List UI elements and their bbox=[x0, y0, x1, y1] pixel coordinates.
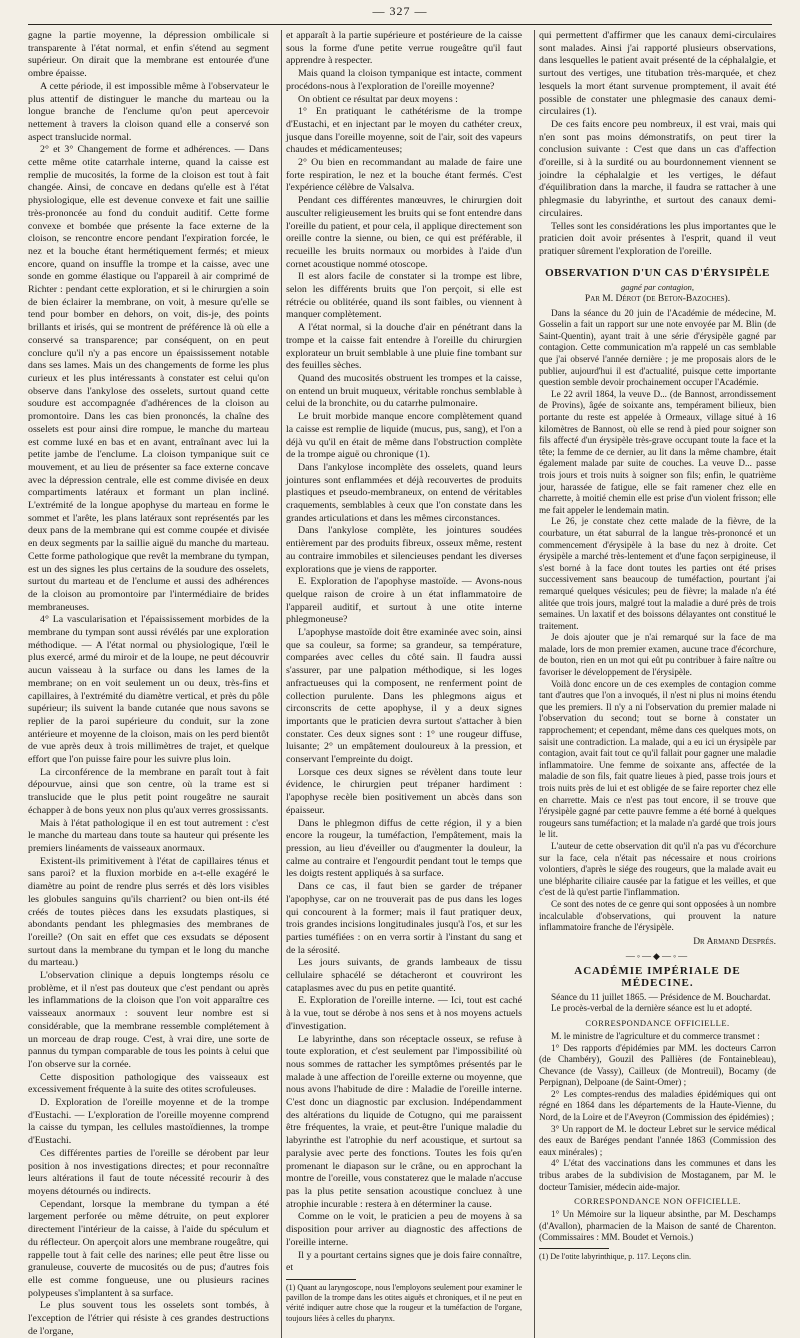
paragraph: 1° Un Mémoire sur la liqueur absinthe, par M. Deschamps (d'Avallon), pharmacien de la Maison de santé de Charenton. (Commissaires : MM. Boudet et Vernois.) bbox=[539, 1209, 776, 1243]
paragraph: Il y a pourtant certains signes que je dois faire connaître, et bbox=[286, 1249, 522, 1274]
paragraph: Dans l'ankylose incomplète des osselets, quand leurs jointures sont enflammées et déjà recouvertes de produits plastiques et pseudo-membraneux, on entend de véritables craquements, semblables à ceux que l'on constate dans les grandes articulations et dans les mêmes circonstances. bbox=[286, 461, 522, 524]
paragraph: On obtient ce résultat par deux moyens : bbox=[298, 93, 458, 105]
paragraph: Dans ce cas, il faut bien se garder de trépaner l'apophyse, car on ne trouverait pas de pus dans les loges qui concourent à la former; mais il faut pratiquer deux, trois grandes incisions longitudinales jusqu'à l'os, et sur les parties tuméfiées : on en verra sortir à l'instant du sang et de la sérosité. bbox=[286, 881, 522, 956]
academy-session: Séance du 11 juillet 1865. — Présidence de M. Bouchardat. bbox=[551, 991, 771, 1002]
paragraph: qui permettent d'affirmer que les canaux demi-circulaires sont malades. Ainsi j'ai rapporté plusieurs observations, dans lesquelles le patient avait présenté de la céphalalgie, et surtout des vertiges, une titubation très-marquée, et chez lesquels la mort étant survenue promptement, il avait été possible de constater une phlegmasie des canaux demi-circulaires (1). bbox=[539, 30, 776, 118]
paragraph: Mais quand la cloison tympanique est intacte, comment procédons-nous à l'exploration de l'oreille moyenne? bbox=[286, 68, 522, 92]
paragraph: Quand des mucosités obstruent les trompes et la caisse, on entend un bruit muqueux, véritable ronchus semblable à celui de la bronchite, ou du catarrhe pulmonaire. bbox=[286, 372, 522, 410]
paragraph: A l'état normal, si la douche d'air en pénétrant dans la trompe et la caisse fait entendre à l'oreille du chirurgien explorateur un bruit semblable à une pluie fine tombant sur des feuilles sèches. bbox=[286, 322, 522, 372]
paragraph: 4° L'état des vaccinations dans les communes et dans les tribus arabes de la subdivision de Mostaganem, par M. le docteur Tamisier, médecin aide-major. bbox=[539, 1158, 776, 1192]
paragraph: Le plus souvent tous les osselets sont tombés, à l'exception de l'étrier qui résiste à ces grandes destructions de l'organe, bbox=[28, 1300, 269, 1337]
footnote-rule bbox=[286, 1279, 356, 1280]
article-subtitle: gagné par contagion, bbox=[621, 281, 694, 292]
paragraph: Le 22 avril 1864, la veuve D... (de Bannost, arrondissement de Provins), âgée de soixante ans, tempérament bilieux, bien portante du reste est appelée à Ormeaux, village situé à 16 kilomètres de Bannost, où elle se rend à pied pour soigner son fils affecté d'un érysipèle très-grave occupant toute la face et la tête; la femme de ce dernier, au lit dans la même chambre, était également malade par suite de couches. La veuve D... passe trois jours et trois nuits à soigner son fils; enfin, le quatrième jour, harassée de fatigue, elle se fait ramener chez elle en charrette, à moitié chemin elle est prise d'un violent frisson; elle me fait appeler le lendemain matin. bbox=[539, 388, 776, 515]
paragraph: De ces faits encore peu nombreux, il est vrai, mais qui n'en sont pas moins démonstratifs, on peut tirer la conclusion suivante : C'est que dans un cas d'affection d'oreille, si à la surdité ou au bourdonnement viennent se joindre la céphalalgie et les vertiges, le défaut d'équilibration dans la marche, il faudra se rattacher à une phlegmasie du labyrinthe, et surtout des canaux demi-circulaires. bbox=[539, 118, 776, 219]
footnote: (1) De l'otite labyrinthique, p. 117. Leçons clin. bbox=[539, 1252, 691, 1261]
paragraph: Dans la séance du 20 juin de l'Académie de médecine, M. Gosselin a fait un rapport sur une note envoyée par M. Blin (de Saint-Quentin), ayant trait à une série d'érysipèle gagné par contagion. Cette communication m'a rappelé un cas semblable que j'ai observé l'année dernière ; je me proposais alors de le publier, aujourd'hui il est d'actualité, puisque cette importante question semble devoir prochainement occuper l'Académie. bbox=[539, 307, 776, 388]
paragraph: 4° La vascularisation et l'épaississement morbides de la membrane du tympan sont aussi révélés par une exploration méthodique. — A l'état normal ou physiologique, l'œil le plus exercé, armé du miroir et de la loupe, ne peut découvrir aucun vaisseau à la surface ou dans les lames de la membrane; on en voit seulement un ou deux, très-fins et capillaires, à l'extrémité du diamètre vertical, et près du pôle supérieur; ils suivent la bande cutanée que nous savons se replier de la paroi supérieure du conduit, sur la zone antérieure et moyenne de la cloison, mais on les perd bientôt de vue après deux à trois millimètres de trajet, et quelque effort que l'on puisse faire pour les suivre plus loin. bbox=[28, 614, 269, 766]
article-body bbox=[539, 308, 776, 934]
section-ornament: —◦—◆—◦— bbox=[625, 950, 690, 961]
paragraph: A cette période, il est impossible même à l'observateur le plus attentif de distinguer le manche du marteau ou la longue branche de l'enclume qu'on peut apercevoir nettement à travers la cloison quand elle a conservé son aspect translucide normal. bbox=[28, 80, 269, 143]
footnote-rule bbox=[539, 1248, 609, 1249]
paragraph: Le labyrinthe, dans son réceptacle osseux, se refuse à toute exploration, et c'est seulement par l'impossibilité où nous sommes de rattacher les symptômes présentés par le malade à une affection de l'oreille externe ou moyenne, que nous avons l'habitude de dire : Maladie de l'oreille interne. C'est donc un diagnostic par exclusion. Indépendamment des altérations du liquide de Cotugno, qui me paraissent être fréquentes, la vraie, et peut-être l'unique maladie du labyrinthe est l'atrophie du nerf acoustique, et surtout sa paralysie avec perte des fonctions. Toutes les fois qu'en promenant le diapason sur le crâne, ou en approchant la montre de l'oreille, vous constaterez que le malade n'accuse pas la plus petite sensation acoustique concluez à une atrophie incurable : restera à en déterminer la cause. bbox=[286, 1033, 522, 1210]
official-correspondence bbox=[539, 1031, 776, 1193]
paragraph: Pendant ces différentes manœuvres, le chirurgien doit ausculter religieusement les bruits qui se font entendre dans l'oreille du patient, et pour cela, il applique directement son oreille contre la sienne, ou bien, ce qui est préférable, il recueille les bruits normaux ou morbides à l'aide d'un cornet acoustique nommé otoscope. bbox=[286, 195, 522, 270]
paragraph: 2° Ou bien en recommandant au malade de faire une forte respiration, le nez et la bouche étant fermés. C'est l'expérience célèbre de Valsalva. bbox=[286, 157, 522, 194]
column-right bbox=[534, 30, 776, 1338]
paragraph: Le 26, je constate chez cette malade de la fièvre, de la courbature, un état saburral de la langue très-prononcé et un commencement d'érysipèle à la base du nez à droite. Cet érysipèle a marché très-lentement et d'une façon serpigineuse, il s'est borné à la face dont toutes les parties ont été prises successivement sans beaucoup de tuméfaction, pourtant j'ai remarqué quelques vésicules; peu de fièvre; la malade n'a été alitée que trois jours, malgré tout la maladie a duré près de trois semaines. Un laxatif et des boissons délayantes ont constitué le traitement. bbox=[539, 516, 776, 631]
academy-title: ACADÉMIE IMPÉRIALE DE MÉDECINE. bbox=[574, 964, 741, 989]
paragraph: E. Exploration de l'oreille interne. — Ici, tout est caché à la vue, tout se dérobe à nos sens et à nos moyens actuels d'investigation. bbox=[286, 995, 522, 1032]
paragraph: gagne la partie moyenne, la dépression ombilicale si transparente à l'état normal, et enfin s'étend au segment supérieur. On dirait que la membrane est entourée d'une ombre épaisse. bbox=[28, 30, 269, 80]
paragraph: Les jours suivants, de grands lambeaux de tissu cellulaire sphacélé se détacheront et couvriront les cataplasmes avec du pus en petite quantité. bbox=[286, 957, 522, 994]
paragraph: Comme on le voit, le praticien a peu de moyens à sa disposition pour arriver au diagnostic des affections de l'oreille interne. bbox=[286, 1211, 522, 1248]
paragraph: Cette disposition pathologique des vaisseaux est excessivement fréquente à la suite des otites scrofuleuses. bbox=[28, 1071, 269, 1096]
article-signature: Dr Armand Després. bbox=[693, 936, 776, 947]
paragraph: L'observation clinique a depuis longtemps résolu ce problème, et il n'est pas douteux que c'est pendant ou après les inflammations de la cloison que l'on voit apparaître ces vaisseaux anormaux : souvent leur nombre est si considérable, que la membrane ressemble complétement à un morceau de drap rouge. C'est, à vrai dire, une sorte de pannus du tympan comparable de tous les points à celui que l'on observe sur la cornée. bbox=[28, 970, 269, 1070]
article-title: OBSERVATION D'UN CAS D'ÉRYSIPÈLE bbox=[545, 266, 770, 279]
paragraph: 1° Des rapports d'épidémies par MM. les docteurs Carron (de Chambéry), Gouzil des Pallières (de Fontainebleau), Chevance (de Vassy), Cailleux (de Montreuil), Bocamy (de Perpignan), Delpoane (de Saint-Omer) ; bbox=[539, 1042, 776, 1088]
nonofficial-correspondence bbox=[539, 1209, 776, 1244]
official-correspondence-heading: CORRESPONDANCE OFFICIELLE. bbox=[585, 1017, 730, 1028]
paragraph: M. le ministre de l'agriculture et du commerce transmet : bbox=[551, 1030, 760, 1041]
paragraph: Dans le phlegmon diffus de cette région, il y a bien encore la rougeur, la tuméfaction, l'empâtement, mais la pression, au lieu d'éveiller ou d'augmenter la douleur, la calme au contraire et l'engourdit pendant tout le temps que les doigts restent appliqués à sa surface. bbox=[286, 817, 522, 880]
text-columns bbox=[28, 30, 776, 1337]
paragraph: Dans l'ankylose complète, les jointures soudées entièrement par des produits fibreux, osseux même, restent au contraire immobiles et silencieuses pendant les diverses explorations que je viens de rapporter. bbox=[286, 525, 522, 575]
page-number: — 327 — bbox=[372, 4, 428, 18]
header-rule bbox=[28, 24, 772, 25]
paragraph: La circonférence de la membrane en paraît tout à fait dépourvue, ainsi que son centre, où la trame est si translucide que le plus petit point rougeâtre ne saurait échapper à de bons yeux non plus qu'aux verres grossissants. bbox=[28, 766, 269, 816]
footnote: (1) Quant au laryngoscope, nous l'employons seulement pour examiner le pavillon de la trompe dans les otites aiguës et chroniques, et il ne peut en vérité indiquer autre chose que la rougeur et la tuméfaction de l'organe, toujours liées à celles du pharynx. bbox=[286, 1282, 522, 1323]
paragraph: Ce sont des notes de ce genre qui sont opposées à un nombre incalculable d'observations, qui prouvent la nature inflammatoire franche de l'érysipèle. bbox=[539, 898, 776, 933]
paragraph: Cependant, lorsque la membrane du tympan a été largement perforée ou même détruite, on peut explorer directement l'intérieur de la caisse, à l'aide du spéculum et du réflecteur. On aperçoit alors une membrane rougeâtre, qui rappelle tout à fait celle des narines; elle peut être lisse ou granuleuse, couverte de mucosités ou de pus; d'autres fois elle est comme fongueuse, une ou plusieurs racines polypeuses s'implantent à sa surface. bbox=[28, 1198, 269, 1299]
nonofficial-correspondence-heading: CORRESPONDANCE NON OFFICIELLE. bbox=[574, 1196, 741, 1207]
paragraph: Telles sont les considérations les plus importantes que le praticien doit avoir présentes à l'esprit, quand il veut pratiquer sûrement l'exploration de l'oreille. bbox=[539, 220, 776, 257]
paragraph: Il est alors facile de constater si la trompe est libre, selon les différents bruits que l'on perçoit, si elle est rétrécie ou oblitérée, quand ils sont faibles, ou viennent à manquer complètement. bbox=[286, 271, 522, 321]
paragraph: L'apophyse mastoïde doit être examinée avec soin, ainsi que sa couleur, sa forme; sa grandeur, sa température, comparées avec celles du côté sain. Il faudra aussi s'assurer, par une palpation méthodique, si les loges anfractueuses qui la composent, ne renferment point de collection purulente. Dans les phlegmons aigus et circonscrits de cette apophyse, il y a deux signes importants que le praticien devra surtout s'attacher à bien constater. Ces deux signes sont : 1° une rougeur diffuse, luisante; 2° un empâtement douloureux à la pression, et conservant l'empreinte du doigt. bbox=[286, 627, 522, 766]
paragraph: et apparaît à la partie supérieure et postérieure de la caisse sous la forme d'une petite verrue rougeâtre qu'il faut apprendre à respecter. bbox=[286, 30, 522, 67]
paragraph: 2° et 3° Changement de forme et adhérences. — Dans cette même otite catarrhale interne, quand la caisse est remplie de mucosités, la forme de la cloison est tout à fait changée. Ainsi, de concave en dedans qu'elle est à l'état physiologique, elle est devenue convexe et fait une saillie très-prononcée au fond du conduit auditif. Cette forme convexe et bombée que présente la face externe de la cloison, se rencontre encore pendant l'expiration forcée, le nez et la bouche étant hermétiquement fermés; et mieux encore, quand on insuffle la trompe et la caisse, avec une sonde en gomme élastique ou l'appareil à air comprimé de Richter : pendant cette exploration, et si le chirurgien a soin de bien éclairer la membrane, on voit, à mesure qu'elle se tend pour bomber en dehors, on voit, dis-je, des points brillants et irisés, qui se montrent de préférence là où elle a conservé sa transparence; par conséquent, on en peut conclure qu'il n'y a pas encore un épaississement notable dans ses lames. Mais un des changements de forme les plus curieux et les plus intéressants à constater est celui qu'on observe dans l'ankylose des osselets, surtout quand cette soudure est accompagnée d'adhérences de la cloison au promontoire. Dans les cas bien prononcés, la chaîne des osselets est pour ainsi dire rompue, le manche du marteau est comme luxé en bas et en avant, entraînant avec lui la petite jambe de l'enclume. La cloison tympanique suit ce mouvement, et au lieu de présenter sa face externe concave avec la dépression centrale, elle est comme divisée en deux compartiments latéraux et formant un plan incliné. L'extrémité de la longue apophyse du marteau en forme le sommet et l'arête, les plans latéraux sont représentés par les deux pans de la membrane qui est comme coupée et divisée en deux segments par la saillie aiguë du manche du marteau. Cette forme pathologique que revêt la membrane du tympan, est un des signes les plus certains de la soudure des osselets, surtout du marteau et de l'enclume et aussi des adhérences de la cloison au promontoire par l'intermédiaire de brides membraneuses. bbox=[28, 144, 269, 613]
paragraph: 3° Un rapport de M. le docteur Lebret sur le service médical des eaux de Baréges pendant l'année 1863 (Commission des eaux minérales) ; bbox=[539, 1123, 776, 1157]
paragraph: Existent-ils primitivement à l'état de capillaires ténus et sans paroi? et la fluxion morbide en a-t-elle exagéré le diamètre au point de rendre plus serrés et dès lors visibles les globules sanguins qu'ils charrient? ou bien ont-ils été créés de toutes pièces dans les exsudats plastiques, si abondants pendant les phlegmasies des membranes de l'oreille? (On sait en effet que ces exsudats se déposent surtout dans la membrane du tympan et le long du manche du marteau.) bbox=[28, 855, 269, 969]
article-author: Par M. Dérot (de Beton-Bazoches). bbox=[584, 293, 731, 304]
column-middle bbox=[281, 30, 522, 1338]
paragraph: Ces différentes parties de l'oreille se dérobent par leur position à nos investigations directes; et pour reconnaître leurs altérations il faut de toute nécessité recourir à des moyens détournés ou indirects. bbox=[28, 1147, 269, 1197]
column-right-intro bbox=[539, 30, 776, 259]
paragraph: Voilà donc encore un de ces exemples de contagion comme tant d'autres que l'on a invoqués, il n'est ni plus ni moins étendu que les premiers. Il n'y a ni l'observation du premier malade ni l'observation du second; tout se borne à constater un rapprochement; et cependant, même dans ces quelques mots, on saisit une contradiction. La malade, qui a eu ici un érysipèle par contagion, avait fait tout ce qu'il fallait pour gagner une maladie inflammatoire. Une femme de soixante ans, affectée de la maladie de son fils, fait quatre lieues à pied, passe trois jours et trois nuits près de lui et est obligée de se faire reporter chez elle en charrette. Mais ce n'est pas tout encore, il se trouve que l'érysipèle gagné par cette pauvre femme a été borné à quelques rougeurs sans tuméfaction; et la malade n'a gardé que trois jours le lit. bbox=[539, 678, 776, 840]
paragraph: Je dois ajouter que je n'ai remarqué sur la face de ma malade, lors de mon premier examen, aucune trace d'écorchure, de bouton, rien en un mot qui eût pu contribuer à faire naître ou favoriser le développement de l'érysipèle. bbox=[539, 632, 776, 678]
academy-minutes: Le procès-verbal de la dernière séance est lu et adopté. bbox=[551, 1003, 752, 1014]
paragraph: Le bruit morbide manque encore complètement quand la caisse est remplie de liquide (mucus, pus, sang), et l'on a déjà vu qu'il en était de même dans l'obstruction complète de la trompe aiguë ou chronique (1). bbox=[286, 411, 522, 461]
paragraph: D. Exploration de l'oreille moyenne et de la trompe d'Eustachi. — L'exploration de l'oreille moyenne comprend la caisse du tympan, les cellules mastoïdiennes, la trompe d'Eustachi. bbox=[28, 1097, 269, 1147]
paragraph: Lorsque ces deux signes se révèlent dans toute leur évidence, le chirurgien peut trépaner hardiment : l'apophyse recèle bien positivement un abcès dans son épaisseur. bbox=[286, 766, 522, 816]
paragraph: E. Exploration de l'apophyse mastoïde. — Avons-nous quelque raison de croire à un état inflammatoire de l'appareil auditif, et surtout à une otite interne phlegmoneuse? bbox=[286, 576, 522, 626]
paragraph: 1° En pratiquant le cathétérisme de la trompe d'Eustachi, et en injectant par le moyen du cathéter creux, jusque dans l'oreille moyenne, soit de l'air, soit des vapeurs chaudes et médicamenteuses; bbox=[286, 106, 522, 156]
paragraph: 2° Les comptes-rendus des maladies épidémiques qui ont régné en 1864 dans les départements de la Haute-Vienne, du Nord, de la Loire et de l'Aveyron (Commission des épidémies) ; bbox=[539, 1088, 776, 1123]
paragraph: L'auteur de cette observation dit qu'il n'a pas vu d'écorchure sur la face, cela n'était pas nécessaire et nous croirions volontiers, d'après le siége des rougeurs, que la malade avait eu une blépharite ciliaire causée par la fatigue et les veilles, et que c'est de là qu'est partie l'inflammation. bbox=[539, 840, 776, 898]
paragraph: Mais à l'état pathologique il en est tout autrement : c'est le manche du marteau dans toute sa hauteur qui présente les premiers linéaments de vaisseaux anormaux. bbox=[28, 817, 269, 854]
column-left bbox=[28, 30, 269, 1338]
